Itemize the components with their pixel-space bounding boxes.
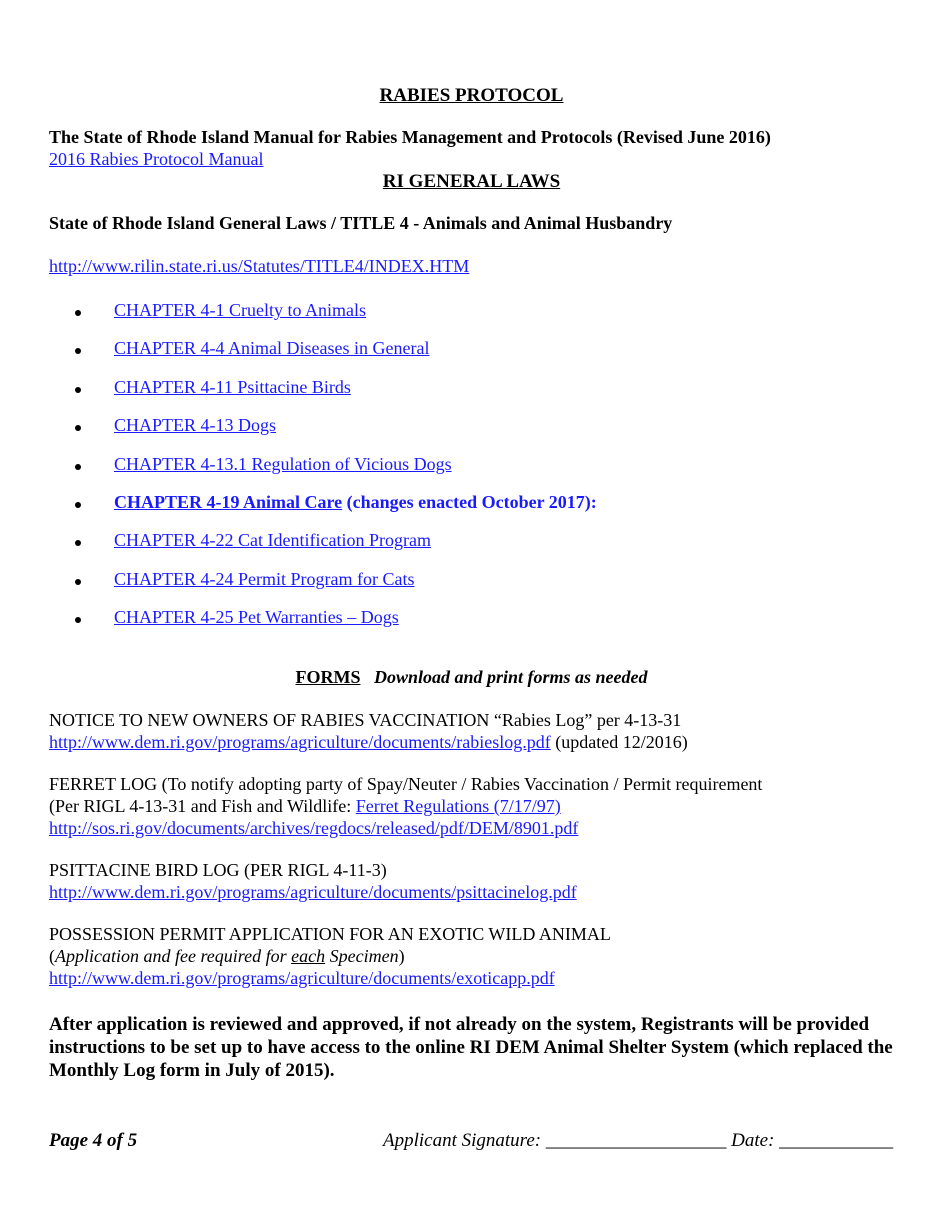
ferret-log-ref: (Per RIGL 4-13-31 and Fish and Wildlife:: [49, 796, 356, 816]
list-item: [49, 530, 597, 568]
page-title: RABIES PROTOCOL: [379, 85, 564, 106]
chapter-link[interactable]: CHAPTER 4-22 Cat Identification Program: [114, 530, 431, 551]
chapter-list: [49, 300, 597, 646]
page-number: Page 4 of 5: [49, 1130, 138, 1151]
general-laws-heading: State of Rhode Island General Laws / TITLE 4 - Animals and Animal Husbandry: [49, 213, 673, 233]
psittacine-log-link[interactable]: http://www.dem.ri.gov/programs/agriculture/documents/psittacinelog.pdf: [49, 882, 577, 902]
chapter-link[interactable]: CHAPTER 4-11 Psittacine Birds: [114, 376, 351, 397]
title4-index-link[interactable]: http://www.rilin.state.ri.us/Statutes/TITLE4/INDEX.HTM: [49, 256, 470, 276]
rabies-log-updated: (updated 12/2016): [550, 732, 688, 752]
list-item: [49, 607, 597, 645]
list-item: [49, 569, 597, 607]
rabies-log-form: [49, 709, 899, 753]
rabies-log-link[interactable]: http://www.dem.ri.gov/programs/agriculture/documents/rabieslog.pdf: [49, 732, 551, 752]
chapter-link[interactable]: CHAPTER 4-13.1 Regulation of Vicious Dogs: [114, 453, 452, 474]
psittacine-log-text: PSITTACINE BIRD LOG (PER RIGL 4-11-3): [49, 860, 387, 880]
chapter-link[interactable]: CHAPTER 4-1 Cruelty to Animals: [114, 300, 366, 320]
chapter-link[interactable]: CHAPTER 4-19 Animal Care: [114, 491, 343, 512]
forms-title: FORMS: [295, 667, 361, 687]
signature-line: Applicant Signature: ___________________ Date: ____________: [383, 1130, 894, 1151]
chapter-link[interactable]: CHAPTER 4-4 Animal Diseases in General: [114, 338, 430, 359]
list-item: [49, 377, 597, 415]
chapter-note: (changes enacted October 2017):: [342, 491, 597, 512]
list-item: [49, 492, 597, 530]
manual-heading: The State of Rhode Island Manual for Rabies Management and Protocols (Revised June 2016): [49, 127, 771, 147]
ferret-regulations-link[interactable]: Ferret Regulations (7/17/97): [355, 796, 561, 816]
chapter-link[interactable]: CHAPTER 4-13 Dogs: [114, 415, 277, 436]
rabies-log-text: NOTICE TO NEW OWNERS OF RABIES VACCINATION “Rabies Log” per 4-13-31: [49, 710, 682, 730]
list-item: [49, 415, 597, 453]
final-note: After application is reviewed and approved, if not already on the system, Registrants will be provided instructions to be set up to have access to the online RI DEM Animal Shelter System (which replaced the Monthly Log form in July of 2015).: [49, 1014, 893, 1081]
ferret-log-text: FERRET LOG (To notify adopting party of Spay/Neuter / Rabies Vaccination / Permit requirement: [49, 774, 763, 794]
forms-heading: [49, 667, 894, 688]
ferret-log-link[interactable]: http://sos.ri.gov/documents/archives/regdocs/released/pdf/DEM/8901.pdf: [49, 818, 579, 838]
list-item: [49, 338, 597, 376]
general-laws-title: RI GENERAL LAWS: [382, 171, 561, 192]
exotic-permit-note: (Application and fee required for each Specimen): [49, 946, 405, 966]
forms-subtitle: Download and print forms as needed: [373, 667, 648, 687]
manual-link[interactable]: 2016 Rabies Protocol Manual: [49, 149, 264, 169]
exotic-permit-text: POSSESSION PERMIT APPLICATION FOR AN EXOTIC WILD ANIMAL: [49, 924, 611, 944]
psittacine-log-form: [49, 859, 899, 903]
list-item: [49, 300, 597, 338]
chapter-link[interactable]: CHAPTER 4-24 Permit Program for Cats: [114, 568, 415, 589]
ferret-log-form: [49, 773, 899, 839]
exotic-permit-form: [49, 923, 899, 989]
exotic-permit-link[interactable]: http://www.dem.ri.gov/programs/agriculture/documents/exoticapp.pdf: [49, 968, 555, 988]
list-item: [49, 454, 597, 492]
chapter-link[interactable]: CHAPTER 4-25 Pet Warranties – Dogs: [114, 607, 399, 628]
